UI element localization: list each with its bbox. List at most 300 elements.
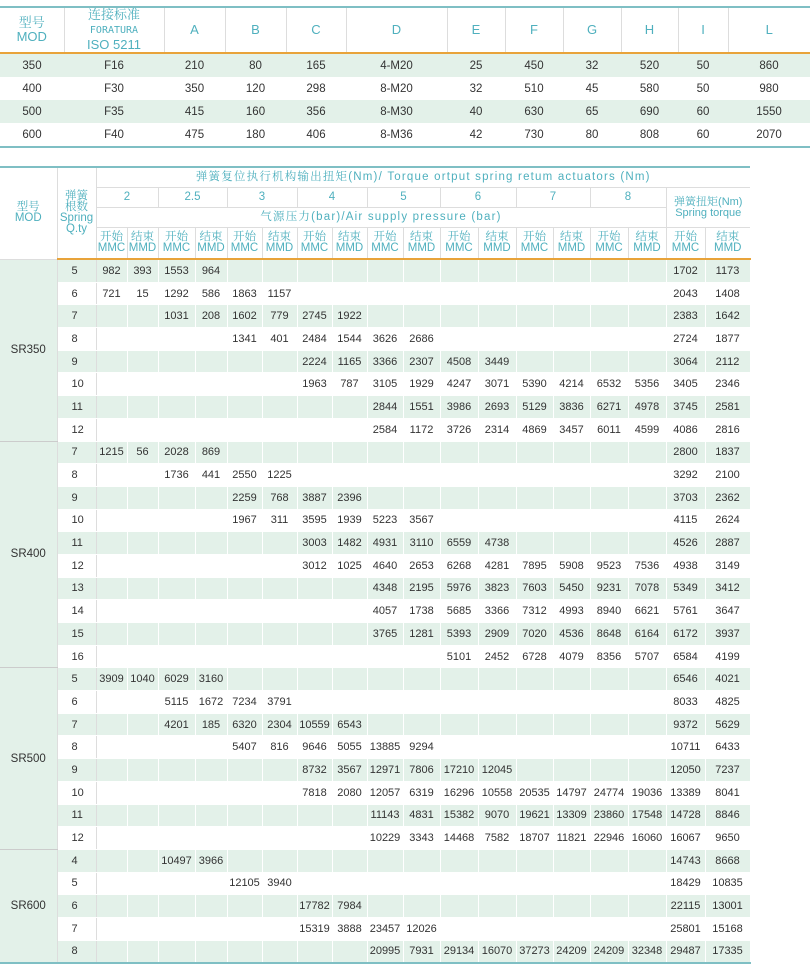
spring-torque-start-cell: 14728: [666, 804, 705, 827]
torque-cell: [195, 418, 227, 441]
spring-torque-end-cell: 1408: [705, 282, 750, 305]
cell-value: 160: [225, 100, 286, 123]
spring-torque-end-cell: 2581: [705, 396, 750, 419]
torque-cell: [227, 940, 262, 963]
start-mmc-header: [297, 228, 332, 260]
torque-cell: [516, 509, 553, 532]
torque-cell: [158, 600, 195, 623]
torque-cell: 15382: [440, 804, 478, 827]
header-mod: [0, 167, 57, 259]
cell-value: 32: [469, 82, 483, 95]
torque-cell: [195, 736, 227, 759]
torque-cell: [590, 509, 628, 532]
torque-cell: [96, 464, 127, 487]
torque-cell: [478, 713, 516, 736]
torque-row: [0, 940, 750, 963]
start-mmc-header: [590, 228, 628, 260]
torque-cell: 3823: [478, 577, 516, 600]
torque-cell: [127, 713, 158, 736]
torque-cell: [297, 577, 332, 600]
spring-torque-end-cell: 2346: [705, 373, 750, 396]
torque-cell: [96, 917, 127, 940]
spring-torque-start-cell: 2724: [666, 328, 705, 351]
torque-cell: 9294: [403, 736, 440, 759]
spring-torque-start-cell: 4115: [666, 509, 705, 532]
torque-cell: [297, 691, 332, 714]
torque-cell: [403, 486, 440, 509]
torque-cell: [478, 736, 516, 759]
torque-cell: 1040: [127, 668, 158, 691]
torque-cell: [516, 259, 553, 282]
end-mmd-header: [553, 228, 590, 260]
torque-cell: [590, 532, 628, 555]
dimension-body: [0, 53, 810, 147]
dimension-table: [0, 6, 810, 148]
torque-cell: 3110: [403, 532, 440, 555]
torque-cell: [628, 509, 666, 532]
torque-cell: [227, 917, 262, 940]
torque-cell: [158, 917, 195, 940]
torque-cell: [628, 917, 666, 940]
torque-cell: [332, 418, 367, 441]
torque-row: [0, 713, 750, 736]
torque-cell: [96, 305, 127, 328]
spring-qty-cell: 10: [57, 373, 96, 396]
end-mmd-header: [403, 228, 440, 260]
torque-cell: [127, 691, 158, 714]
torque-cell: [96, 396, 127, 419]
spring-qty-cell: 12: [57, 554, 96, 577]
torque-row: [0, 827, 750, 850]
header-en: MMD: [557, 242, 586, 254]
torque-cell: [158, 940, 195, 963]
torque-cell: [367, 895, 403, 918]
torque-cell: [158, 759, 195, 782]
spring-torque-end-cell: 2100: [705, 464, 750, 487]
torque-cell: 6728: [516, 645, 553, 668]
torque-cell: [516, 486, 553, 509]
torque-cell: [478, 691, 516, 714]
torque-cell: [516, 305, 553, 328]
pressure-7: 7: [516, 188, 590, 208]
torque-cell: 20535: [516, 781, 553, 804]
torque-cell: [127, 736, 158, 759]
spring-torque-end-cell: 8668: [705, 849, 750, 872]
torque-cell: [96, 827, 127, 850]
spring-qty-cell: 7: [57, 305, 96, 328]
torque-cell: 2909: [478, 623, 516, 646]
torque-cell: 1863: [227, 282, 262, 305]
header-col-f: F: [505, 7, 563, 53]
torque-cell: 787: [332, 373, 367, 396]
spring-qty-cell: 9: [57, 486, 96, 509]
torque-cell: [96, 645, 127, 668]
torque-cell: [440, 441, 478, 464]
spring-torque-start-cell: 6172: [666, 623, 705, 646]
torque-cell: [332, 691, 367, 714]
torque-cell: [628, 441, 666, 464]
header-col-l: L: [728, 7, 810, 53]
end-mmd-header: [195, 228, 227, 260]
torque-cell: 4214: [553, 373, 590, 396]
header-en: MMC: [445, 242, 473, 254]
torque-cell: [516, 849, 553, 872]
spring-qty-cell: 11: [57, 804, 96, 827]
torque-cell: 2307: [403, 350, 440, 373]
torque-cell: [590, 713, 628, 736]
torque-cell: 1922: [332, 305, 367, 328]
header-col-e: E: [447, 7, 505, 53]
torque-cell: 586: [195, 282, 227, 305]
torque-cell: 20995: [367, 940, 403, 963]
torque-cell: [516, 282, 553, 305]
torque-cell: 22946: [590, 827, 628, 850]
end-mmd-header: [628, 228, 666, 260]
torque-cell: [262, 917, 297, 940]
cell-value: 350: [184, 82, 205, 95]
spring-torque-start-cell: 1702: [666, 259, 705, 282]
torque-cell: [332, 577, 367, 600]
torque-cell: [195, 509, 227, 532]
spring-torque-start-cell: 4938: [666, 554, 705, 577]
torque-cell: [195, 486, 227, 509]
torque-cell: 7536: [628, 554, 666, 577]
torque-cell: 7020: [516, 623, 553, 646]
cell-value: 25: [447, 53, 505, 77]
start-mmc-header: [227, 228, 262, 260]
torque-cell: [127, 623, 158, 646]
torque-cell: [262, 418, 297, 441]
torque-cell: [403, 441, 440, 464]
header-cn: 结束: [410, 231, 433, 243]
torque-cell: [127, 328, 158, 351]
torque-cell: 9646: [297, 736, 332, 759]
header-en: MMC: [595, 242, 623, 254]
torque-cell: [96, 373, 127, 396]
end-mmd-header: [332, 228, 367, 260]
torque-cell: [227, 259, 262, 282]
torque-row: [0, 532, 750, 555]
torque-cell: 779: [262, 305, 297, 328]
spring-torque-start-cell: 2800: [666, 441, 705, 464]
spring-torque-end-cell: 7237: [705, 759, 750, 782]
spring-torque-end-cell: 8846: [705, 804, 750, 827]
torque-row: [0, 759, 750, 782]
torque-cell: [367, 282, 403, 305]
end-mmd-header: [478, 228, 516, 260]
header-cn: 结束: [635, 231, 659, 243]
header-en: MMD: [633, 242, 661, 254]
torque-cell: [227, 623, 262, 646]
torque-cell: [628, 350, 666, 373]
torque-cell: [96, 418, 127, 441]
cell-value: 60: [678, 100, 728, 123]
mod-cn-label: 型号: [16, 201, 40, 214]
torque-cell: [332, 827, 367, 850]
spring-torque-end-cell: 1173: [705, 259, 750, 282]
torque-cell: [195, 827, 227, 850]
torque-cell: 3449: [478, 350, 516, 373]
cell-mod: 350: [0, 53, 64, 77]
torque-cell: 2080: [332, 781, 367, 804]
torque-cell: 2452: [478, 645, 516, 668]
torque-cell: [96, 486, 127, 509]
spring-qty-cell: 14: [57, 600, 96, 623]
torque-cell: [553, 713, 590, 736]
qty-cn1-label: 弹簧: [65, 190, 88, 202]
cell-value: 8-M36: [346, 123, 447, 147]
pressure-6: 6: [440, 188, 516, 208]
torque-cell: [158, 328, 195, 351]
torque-cell: 6532: [590, 373, 628, 396]
torque-cell: 5407: [227, 736, 262, 759]
header-en: MMC: [300, 242, 329, 254]
torque-cell: [227, 827, 262, 850]
header-cn: 开始: [233, 231, 256, 243]
torque-cell: [227, 645, 262, 668]
header-en: MMC: [671, 242, 700, 254]
spring-torque-start-cell: 18429: [666, 872, 705, 895]
torque-cell: [403, 713, 440, 736]
torque-cell: 6011: [590, 418, 628, 441]
torque-cell: [478, 441, 516, 464]
torque-cell: 1157: [262, 282, 297, 305]
spring-qty-cell: 16: [57, 645, 96, 668]
torque-cell: 5393: [440, 623, 478, 646]
header-en: MMD: [407, 242, 436, 254]
torque-cell: [367, 668, 403, 691]
torque-cell: 23457: [367, 917, 403, 940]
torque-cell: [553, 259, 590, 282]
torque-cell: [590, 849, 628, 872]
cell-value: 180: [225, 123, 286, 147]
torque-cell: [553, 917, 590, 940]
torque-cell: 11821: [553, 827, 590, 850]
torque-cell: [227, 396, 262, 419]
header-cn: 开始: [303, 231, 326, 243]
spring-torque-start-cell: 4526: [666, 532, 705, 555]
torque-cell: [553, 532, 590, 555]
torque-cell: [262, 895, 297, 918]
spring-qty-cell: 9: [57, 759, 96, 782]
torque-cell: [516, 759, 553, 782]
pressure-3: 3: [227, 188, 297, 208]
torque-cell: [227, 577, 262, 600]
spring-torque-end-cell: 4825: [705, 691, 750, 714]
torque-cell: [96, 509, 127, 532]
torque-row: [0, 282, 750, 305]
torque-cell: [516, 441, 553, 464]
torque-cell: 2550: [227, 464, 262, 487]
torque-row: [0, 736, 750, 759]
cell-value: 50: [696, 82, 710, 95]
torque-cell: [332, 600, 367, 623]
torque-cell: [127, 554, 158, 577]
torque-cell: [332, 940, 367, 963]
torque-cell: 4201: [158, 713, 195, 736]
dimension-header-row: [0, 7, 810, 53]
torque-cell: [440, 713, 478, 736]
torque-cell: [195, 577, 227, 600]
torque-cell: [297, 804, 332, 827]
spring-qty-cell: 10: [57, 781, 96, 804]
torque-cell: [590, 917, 628, 940]
spring-qty-cell: 8: [57, 464, 96, 487]
spring-torque-start-cell: 2383: [666, 305, 705, 328]
torque-cell: [332, 464, 367, 487]
torque-cell: [127, 872, 158, 895]
start-mmc-header: [440, 228, 478, 260]
torque-cell: [478, 464, 516, 487]
header-spring-qty: [57, 167, 96, 259]
torque-cell: 18707: [516, 827, 553, 850]
spring-torque-start-cell: 13389: [666, 781, 705, 804]
torque-cell: 5055: [332, 736, 367, 759]
torque-cell: [297, 259, 332, 282]
torque-cell: [96, 781, 127, 804]
torque-cell: 17782: [297, 895, 332, 918]
torque-cell: [628, 736, 666, 759]
torque-cell: [96, 577, 127, 600]
torque-cell: 3595: [297, 509, 332, 532]
mod-en-label: MOD: [14, 212, 42, 225]
torque-cell: [158, 532, 195, 555]
cell-value: 2070: [728, 123, 810, 147]
spring-qty-cell: 6: [57, 282, 96, 305]
torque-cell: [440, 691, 478, 714]
spring-torque-start-cell: 3745: [666, 396, 705, 419]
torque-cell: 1172: [403, 418, 440, 441]
torque-cell: 2693: [478, 396, 516, 419]
torque-cell: [195, 872, 227, 895]
torque-cell: [297, 623, 332, 646]
spring-qty-cell: 13: [57, 577, 96, 600]
torque-cell: [332, 872, 367, 895]
torque-cell: 12971: [367, 759, 403, 782]
cell-value: 630: [505, 100, 563, 123]
torque-cell: 12026: [403, 917, 440, 940]
torque-cell: [158, 350, 195, 373]
torque-cell: [262, 532, 297, 555]
torque-cell: 5450: [553, 577, 590, 600]
torque-cell: [478, 486, 516, 509]
torque-cell: [158, 895, 195, 918]
torque-cell: [227, 668, 262, 691]
torque-cell: 7603: [516, 577, 553, 600]
torque-row: [0, 804, 750, 827]
torque-cell: 5223: [367, 509, 403, 532]
torque-cell: [262, 804, 297, 827]
torque-cell: [553, 282, 590, 305]
torque-cell: 7984: [332, 895, 367, 918]
cell-value: 40: [447, 100, 505, 123]
spring-torque-end-cell: 2887: [705, 532, 750, 555]
spring-torque-start-cell: 29487: [666, 940, 705, 963]
cell-value: 298: [306, 82, 326, 95]
torque-cell: 14468: [440, 827, 478, 850]
torque-cell: [127, 464, 158, 487]
spring-torque-cn: 弹簧扭矩(Nm): [674, 195, 743, 208]
torque-cell: 2028: [158, 441, 195, 464]
torque-cell: [332, 259, 367, 282]
spring-qty-cell: 4: [57, 849, 96, 872]
torque-cell: 1967: [227, 509, 262, 532]
header-cn: 开始: [597, 231, 621, 243]
torque-cell: 964: [195, 259, 227, 282]
torque-cell: [195, 781, 227, 804]
torque-cell: [297, 872, 332, 895]
torque-cell: [516, 532, 553, 555]
torque-cell: [297, 396, 332, 419]
header-col-i: I: [678, 7, 728, 53]
torque-cell: [195, 600, 227, 623]
torque-cell: 5707: [628, 645, 666, 668]
torque-cell: 3105: [367, 373, 403, 396]
torque-cell: [440, 849, 478, 872]
torque-cell: 16296: [440, 781, 478, 804]
torque-cell: 5908: [553, 554, 590, 577]
torque-cell: [96, 350, 127, 373]
torque-cell: 4599: [628, 418, 666, 441]
header-cn: 开始: [100, 231, 123, 243]
torque-cell: [367, 872, 403, 895]
model-cell: SR600: [0, 849, 57, 963]
torque-table: [0, 166, 751, 964]
spring-torque-end-cell: 17335: [705, 940, 750, 963]
torque-cell: [590, 486, 628, 509]
torque-cell: [367, 713, 403, 736]
torque-cell: 17548: [628, 804, 666, 827]
torque-cell: [478, 917, 516, 940]
torque-cell: [478, 895, 516, 918]
torque-cell: [262, 781, 297, 804]
torque-cell: [297, 940, 332, 963]
cell-connection: F16: [64, 53, 164, 77]
torque-cell: 7582: [478, 827, 516, 850]
torque-cell: 2484: [297, 328, 332, 351]
conn-iso-label: ISO 5211: [87, 37, 141, 52]
torque-cell: 16070: [478, 940, 516, 963]
torque-cell: [227, 781, 262, 804]
header-col-b: B: [225, 7, 286, 53]
torque-cell: [478, 282, 516, 305]
torque-cell: 5976: [440, 577, 478, 600]
cell-value: 450: [505, 53, 563, 77]
cell-value: 65: [563, 100, 621, 123]
torque-cell: [628, 282, 666, 305]
torque-cell: [297, 418, 332, 441]
torque-cell: [127, 645, 158, 668]
torque-cell: 3791: [262, 691, 297, 714]
torque-cell: 7931: [403, 940, 440, 963]
torque-cell: [158, 554, 195, 577]
torque-row: [0, 577, 750, 600]
torque-cell: 1738: [403, 600, 440, 623]
torque-title: 弹簧复位执行机构输出扭矩(Nm)/ Torque ortput spring retum actuators (Nm): [96, 167, 750, 188]
torque-cell: 1602: [227, 305, 262, 328]
qty-en1-label: Spring: [59, 212, 94, 224]
torque-row: [0, 305, 750, 328]
cell-value: 50: [678, 53, 728, 77]
torque-cell: [332, 668, 367, 691]
torque-cell: 5115: [158, 691, 195, 714]
torque-cell: [403, 849, 440, 872]
spring-torque-end-cell: 8041: [705, 781, 750, 804]
spring-torque-start-cell: 3292: [666, 464, 705, 487]
torque-cell: [553, 464, 590, 487]
torque-cell: 1963: [297, 373, 332, 396]
torque-cell: [403, 259, 440, 282]
